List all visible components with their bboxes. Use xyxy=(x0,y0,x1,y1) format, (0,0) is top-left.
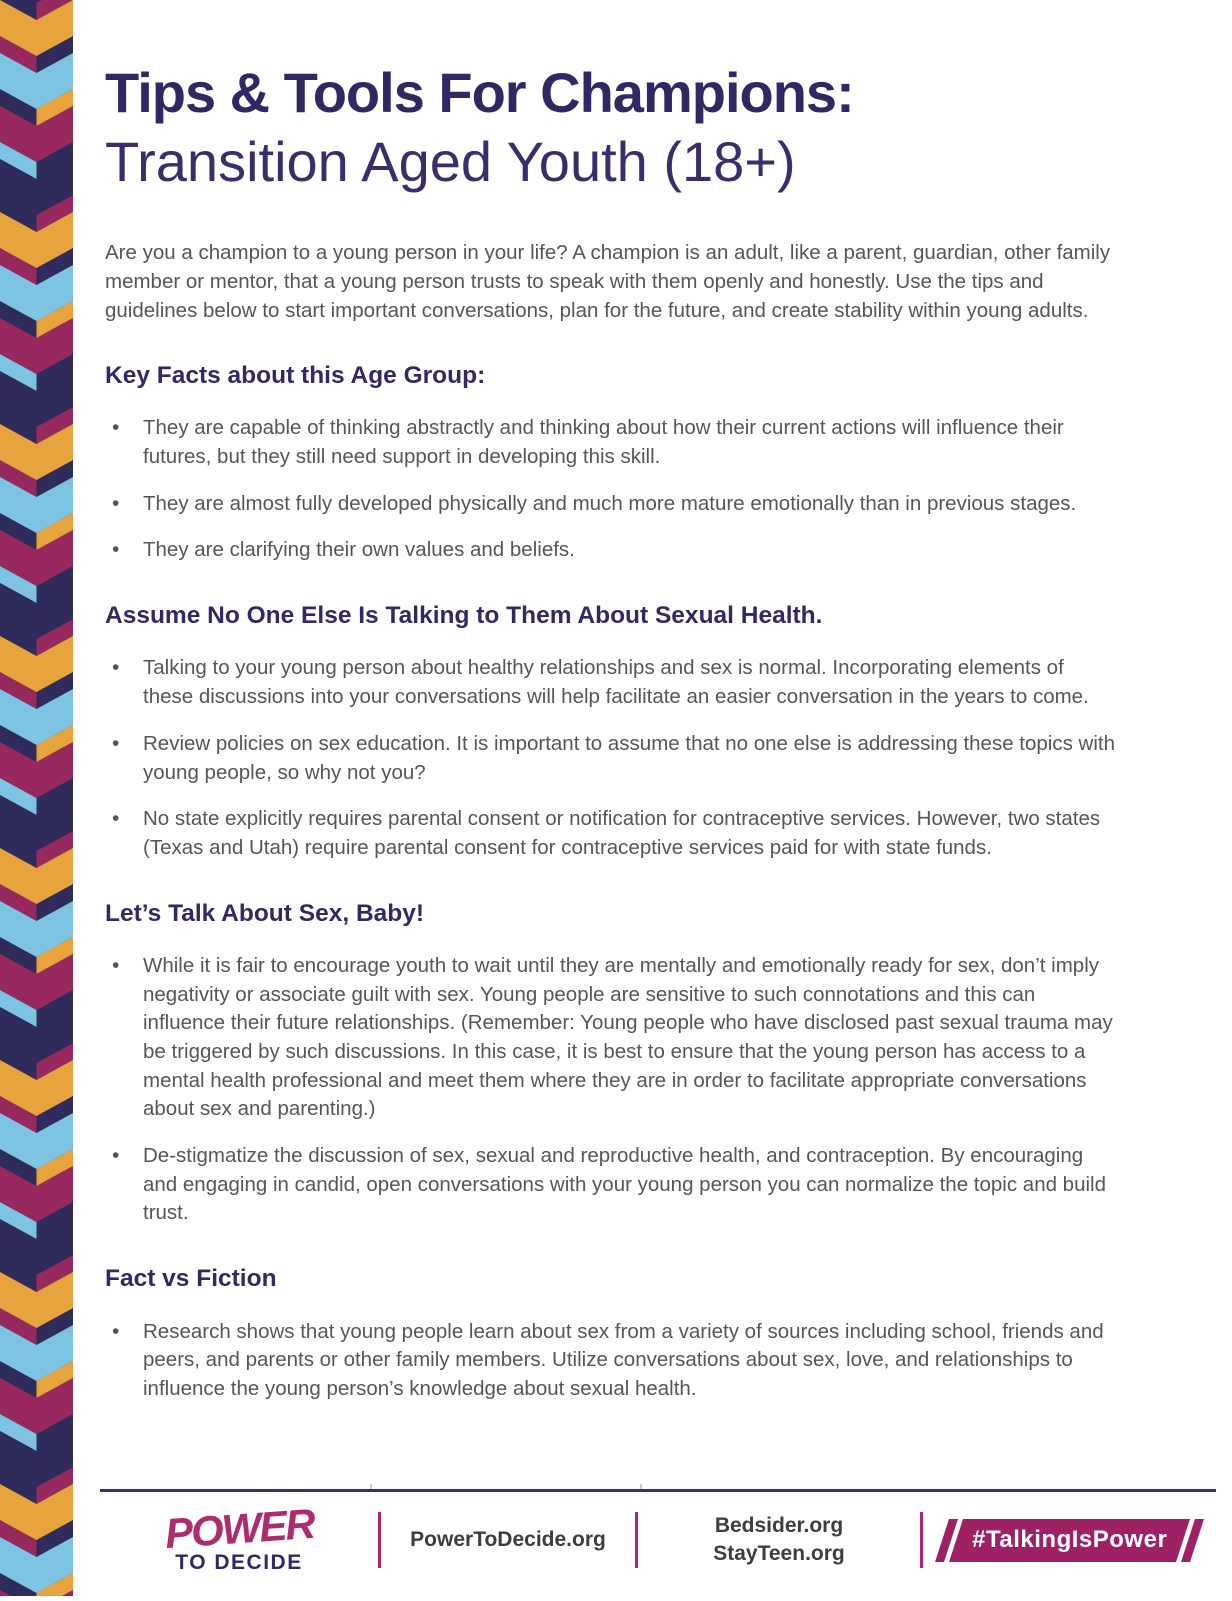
footer-row xyxy=(100,1499,1216,1578)
section-heading-assume: Assume No One Else Is Talking to Them About Sexual Health. xyxy=(105,602,823,630)
logo-power-wordmark: POWER xyxy=(163,1499,315,1557)
bullet-list-assume xyxy=(105,654,1117,862)
bullet-list-lets-talk xyxy=(105,952,1117,1228)
document-body xyxy=(105,0,1117,1422)
bullet-item: • De-stigmatize the discussion of sex, sexual and reproductive health, and contraception. By encouraging and engaging in candid, open conversations with your young person you can normalize the topic and build trust. xyxy=(105,1142,1117,1228)
bullet-item: • They are almost fully developed physically and much more mature emotionally than in previous stages. xyxy=(105,490,1117,519)
chevron-pattern xyxy=(0,0,73,1596)
bullet-item: • Talking to your young person about healthy relationships and sex is normal. Incorporating elements of these discussions into your conversations will help facilitate an easier conversation in the years to come. xyxy=(105,654,1117,711)
bullet-item: • They are clarifying their own values and beliefs. xyxy=(105,536,1117,565)
page-subtitle: Transition Aged Youth (18+) xyxy=(105,129,796,193)
bedsider-link[interactable]: Bedsider.org xyxy=(714,1513,844,1537)
bullet-list-key-facts xyxy=(105,414,1117,565)
hashtag-badge-wrap xyxy=(923,1519,1216,1562)
chevron-pattern-svg xyxy=(0,0,73,1596)
hashtag-label: #TalkingIsPower xyxy=(972,1525,1168,1553)
rule-tick xyxy=(640,1484,642,1489)
power-to-decide-logo xyxy=(100,1499,378,1574)
footer xyxy=(100,1489,1216,1578)
talking-is-power-badge xyxy=(935,1519,1204,1562)
footer-divider-rule xyxy=(100,1489,1216,1492)
powertodecide-link[interactable]: PowerToDecide.org xyxy=(410,1527,606,1551)
section-heading-fact-vs-fiction: Fact vs Fiction xyxy=(105,1265,277,1293)
stayteen-link[interactable]: StayTeen.org xyxy=(713,1542,845,1565)
intro-paragraph: Are you a champion to a young person in your life? A champion is an adult, like a parent, guardian, other family member or mentor, that a young person trusts to speak with them openly and honestly. Use the tips and guidelines below to start important conversations, plan for the future, and create stability within young adults. xyxy=(105,240,1111,322)
page-title: Tips & Tools For Champions: xyxy=(105,61,854,124)
bullet-item: • No state explicitly requires parental consent or notification for contraceptive services. However, two states (Texas and Utah) require parental consent for contraceptive services paid for with state funds. xyxy=(105,805,1117,862)
logo-to-decide-wordmark: TO DECIDE xyxy=(175,1550,303,1574)
bullet-list-fact-vs-fiction xyxy=(105,1318,1117,1404)
section-heading-key-facts: Key Facts about this Age Group: xyxy=(105,361,486,389)
rule-tick xyxy=(370,1484,372,1489)
bullet-item: • They are capable of thinking abstractly and thinking about how their current actions will influence their futures, but they still need support in developing this skill. xyxy=(105,414,1117,471)
bullet-item: • Review policies on sex education. It is important to assume that no one else is addressing these topics with young people, so why not you? xyxy=(105,730,1117,787)
footer-col-sites xyxy=(638,1512,920,1569)
footer-col-powertodecide xyxy=(381,1526,635,1554)
bullet-item: • Research shows that young people learn about sex from a variety of sources including school, friends and peers, and parents or other family members. Utilize conversations about sex, love, and relationships to influence the young person’s knowledge about sexual health. xyxy=(105,1318,1117,1404)
bullet-item: • While it is fair to encourage youth to wait until they are mentally and emotionally ready for sex, don’t imply negativity or associate guilt with sex. Young people are sensitive to such connotations and this can influence their future relationships. (Remember: Young people who have disclosed past sexual trauma may be triggered by such discussions. In this case, it is best to ensure that the young person has access to a mental health professional and meet them where they are in order to facilitate appropriate conversations about sex and parenting.) xyxy=(105,952,1117,1124)
section-heading-lets-talk: Let’s Talk About Sex, Baby! xyxy=(105,899,425,927)
